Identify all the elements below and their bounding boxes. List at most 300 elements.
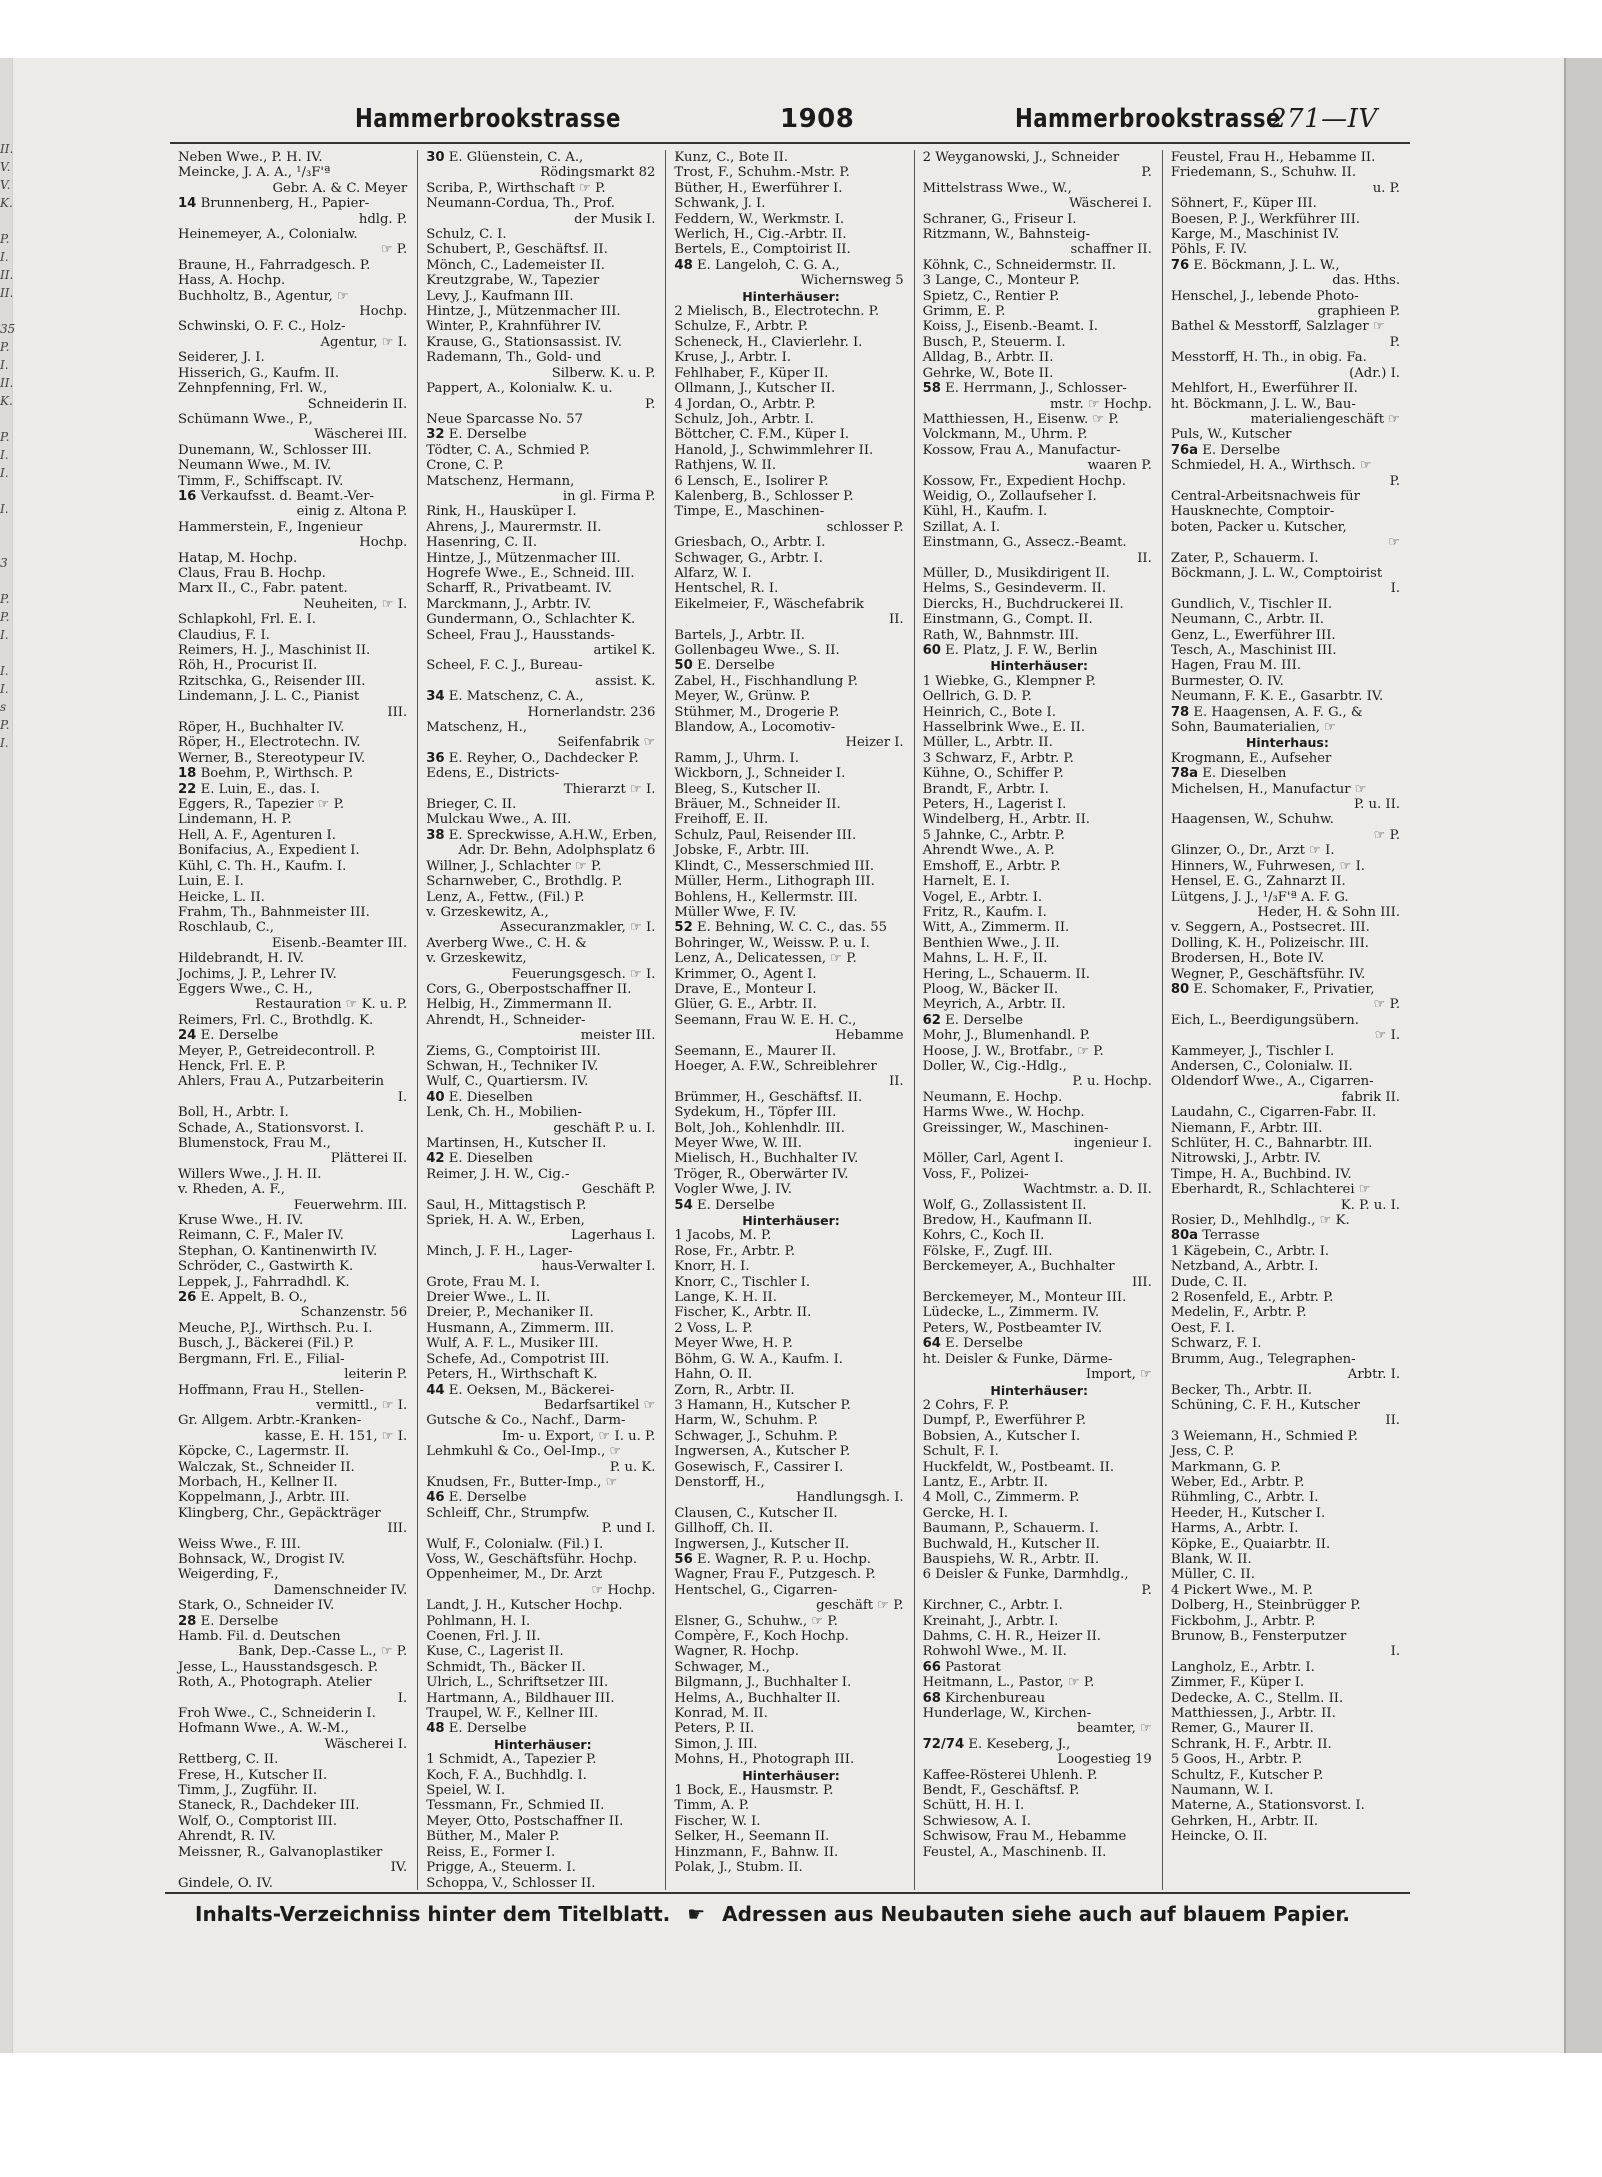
entry-text: Meyrich, A., Arbtr. II.: [922, 997, 1066, 1013]
entry-text: Ramm, J., Uhrm. I.: [674, 750, 799, 766]
resident-entry: [674, 366, 907, 381]
entry-continuation: ☞: [1388, 535, 1401, 551]
entry-text: Schulze, F., Arbtr. P.: [674, 319, 809, 335]
resident-entry: [923, 1706, 1156, 1721]
resident-entry: [674, 751, 907, 766]
entry-text: Schwager, M.,: [674, 1659, 770, 1675]
entry-text: E. Derselbe: [945, 1336, 1023, 1352]
resident-entry: [923, 535, 1156, 550]
entry-text: Speiel, W. I.: [426, 1783, 506, 1799]
resident-entry: [1171, 1737, 1404, 1752]
resident-entry: [178, 1660, 411, 1675]
entry-text: Central-Arbeitsnachweis für: [1170, 488, 1360, 504]
entry-text: E. Reyher, O., Dachdecker P.: [448, 750, 639, 766]
entry-text: Röper, H., Electrotechn. IV.: [178, 735, 361, 751]
entry-continuation: Assecuranzmakler, ☞ I.: [500, 920, 656, 936]
resident-entry: [923, 782, 1156, 797]
resident-entry: [426, 597, 659, 612]
entry-continuation: Wäscherei I.: [324, 1736, 408, 1752]
resident-entry: [674, 674, 907, 689]
resident-entry: [674, 1290, 907, 1305]
entry-text: Rathjens, W. II.: [674, 458, 777, 474]
resident-entry: [1171, 1429, 1404, 1444]
entry-text: 4 Jordan, O., Arbtr. P.: [674, 396, 816, 412]
entry-text: Tröger, R., Oberwärter IV.: [674, 1166, 849, 1182]
resident-entry: [1171, 890, 1404, 905]
resident-entry: [674, 1752, 907, 1767]
house-number: 50: [674, 658, 693, 674]
resident-entry: [426, 1829, 659, 1844]
entry-continuation: Damenschneider IV.: [273, 1582, 408, 1598]
resident-entry: [178, 1598, 411, 1613]
entry-text: Schult, F. I.: [922, 1444, 999, 1460]
entry-text: Hagen, Frau M. III.: [1170, 658, 1302, 674]
entry-continuation: leiterin P.: [344, 1367, 408, 1383]
entry-text: Schulz, Joh., Arbtr. I.: [674, 411, 814, 427]
entry-continuation: II.: [1385, 1413, 1401, 1429]
resident-entry: [1171, 504, 1404, 519]
resident-entry: [178, 1876, 411, 1891]
house-entry: [674, 1198, 907, 1213]
fragment-line: V.: [0, 160, 11, 174]
resident-entry: [923, 1398, 1156, 1413]
entry-continuation: Adr. Dr. Behn, Adolphsplatz 6: [458, 843, 656, 859]
house-number: 22: [178, 781, 197, 797]
entry-continuation: K. P. u. I.: [1340, 1197, 1401, 1213]
entry-text: 2 Rosenfeld, E., Arbtr. P.: [1170, 1290, 1334, 1306]
entry-text: Bilgmann, J., Buchhalter I.: [674, 1675, 852, 1691]
entry-text: Traupel, W. F., Kellner III.: [426, 1706, 599, 1722]
entry-text: Boll, H., Arbtr. I.: [178, 1105, 289, 1121]
resident-entry: [426, 1213, 659, 1228]
resident-entry: [178, 643, 411, 658]
entry-text: Heeder, H., Kutscher I.: [1170, 1505, 1326, 1521]
entry-text: Szillat, A. I.: [922, 519, 1001, 535]
entry-text: Mielisch, H., Buchhalter IV.: [674, 1151, 859, 1167]
entry-text: Claus, Frau B. Hochp.: [178, 565, 326, 581]
entry-text: Schmiedel, H. A., Wirthsch. ☞: [1170, 458, 1372, 474]
house-entry: [1171, 766, 1404, 781]
resident-entry: [674, 1521, 907, 1536]
section-heading: Hinterhäuser:: [990, 1382, 1088, 1398]
entry-text: Reimers, H. J., Maschinist II.: [178, 643, 371, 658]
entry-text: Kreinaht, J., Arbtr. I.: [922, 1613, 1059, 1629]
entry-continuation: hdlg. P.: [358, 211, 408, 227]
resident-entry: [1171, 1244, 1404, 1259]
entry-text: Lenk, Ch. H., Mobilien-: [426, 1105, 582, 1121]
entry-text: Lenz, A., Delicatessen, ☞ P.: [674, 951, 857, 967]
resident-entry: [674, 1398, 907, 1413]
resident-entry: [178, 982, 411, 997]
entry-text: Hentschel, R. I.: [674, 581, 779, 597]
entry-continuation: Wäscherei I.: [1069, 196, 1152, 212]
entry-text: Gundlich, V., Tischler II.: [1170, 596, 1333, 612]
entry-text: Voss, F., Polizei-: [922, 1166, 1029, 1182]
house-entry: [923, 643, 1156, 658]
entry-text: Polak, J., Stubm. II.: [674, 1860, 803, 1876]
entry-continuation: III.: [387, 704, 408, 720]
fragment-line: I.: [0, 250, 9, 264]
entry-text: Boehm, P., Wirthsch. P.: [200, 766, 354, 782]
resident-entry: [178, 350, 411, 365]
resident-entry: [1171, 1044, 1404, 1059]
resident-entry: [923, 859, 1156, 874]
entry-text: E. Appelt, B. O.,: [200, 1290, 308, 1306]
house-number: 58: [922, 381, 941, 397]
entry-continuation: Feuerwehrm. III.: [293, 1197, 408, 1213]
resident-entry: [1171, 1336, 1404, 1351]
house-number: 40: [426, 1089, 445, 1105]
entry-text: Kirchner, C., Arbtr. I.: [922, 1598, 1063, 1614]
resident-entry: [426, 1074, 659, 1089]
house-entry: [426, 150, 659, 165]
entry-text: Hintze, J., Mützenmacher III.: [426, 304, 621, 320]
resident-entry: [426, 1629, 659, 1644]
resident-entry: [923, 1798, 1156, 1813]
resident-entry: [674, 782, 907, 797]
entry-text: Fischer, W. I.: [674, 1813, 761, 1829]
resident-entry: [1171, 1290, 1404, 1305]
entry-text: Langholz, E., Arbtr. I.: [1170, 1659, 1315, 1675]
entry-text: Oest, F. I.: [1170, 1320, 1235, 1336]
house-number: 80: [1170, 981, 1190, 997]
resident-entry: [923, 335, 1156, 350]
entry-continuation: Plätterei II.: [330, 1151, 408, 1167]
fragment-line: [0, 572, 12, 590]
resident-entry: [674, 1860, 907, 1875]
resident-entry: [426, 905, 659, 920]
resident-entry: [923, 936, 1156, 951]
resident-entry: [923, 319, 1156, 334]
resident-entry: [178, 1013, 411, 1028]
entry-text: Ingwersen, A., Kutscher P.: [674, 1444, 851, 1460]
entry-text: E. Dieselben: [1202, 766, 1287, 782]
resident-entry: [923, 797, 1156, 812]
entry-text: Meyer Wwe, H. P.: [674, 1336, 793, 1352]
entry-continuation: ☞ P.: [380, 242, 408, 258]
fragment-line: [0, 302, 12, 320]
entry-text: Dahms, C. H. R., Heizer II.: [922, 1629, 1101, 1644]
previous-page-fragments: [0, 140, 16, 960]
entry-text: Drave, E., Monteur I.: [674, 981, 817, 997]
resident-entry: [1171, 1121, 1404, 1136]
entry-text: Kruse, J., Arbtr. I.: [674, 350, 792, 366]
house-number: 46: [426, 1490, 445, 1506]
resident-entry: [923, 1490, 1156, 1505]
resident-entry: [178, 1321, 411, 1336]
entry-text: 1 Kägebein, C., Arbtr. I.: [1170, 1243, 1330, 1259]
entry-text: Timpe, E., Maschinen-: [674, 504, 825, 520]
resident-entry: [923, 489, 1156, 504]
resident-entry: [178, 1228, 411, 1243]
house-number: 78: [1170, 704, 1190, 720]
resident-entry: [426, 242, 659, 257]
resident-entry: [674, 1845, 907, 1860]
resident-entry: [1171, 1506, 1404, 1521]
entry-text: Hering, L., Schauerm. II.: [922, 966, 1090, 982]
scan-margin-top: [0, 0, 1600, 60]
resident-entry: [426, 1798, 659, 1813]
entry-text: Terrasse: [1202, 1228, 1260, 1244]
resident-entry: [1171, 1475, 1404, 1490]
resident-entry: [1171, 1675, 1404, 1690]
resident-entry: [923, 720, 1156, 735]
entry-text: Neumann, E. Hochp.: [922, 1089, 1063, 1105]
resident-entry: [1171, 1305, 1404, 1320]
resident-entry: [178, 1798, 411, 1813]
entry-continuation: III.: [1131, 1274, 1152, 1290]
resident-entry: [1171, 551, 1404, 566]
entry-text: Edens, E., Districts-: [426, 766, 560, 782]
entry-text: Dumpf, P., Ewerführer P.: [922, 1413, 1087, 1429]
resident-entry: [923, 1321, 1156, 1336]
resident-entry: [178, 1675, 411, 1690]
entry-text: Schmidt, Th., Bäcker II.: [426, 1659, 586, 1675]
resident-entry: [426, 1352, 659, 1367]
resident-entry: [923, 1675, 1156, 1690]
resident-entry: [178, 1752, 411, 1767]
resident-entry: [1171, 1074, 1404, 1089]
resident-entry: [426, 997, 659, 1012]
entry-text: Blandow, A., Locomotiv-: [674, 720, 836, 736]
entry-text: Mulckau Wwe., A. III.: [426, 812, 572, 828]
entry-continuation: P.: [1141, 165, 1152, 181]
directory-columns: [170, 150, 1410, 1890]
entry-continuation: P.: [1389, 473, 1401, 489]
entry-text: Burmester, O. IV.: [1170, 673, 1284, 689]
house-entry: [1171, 982, 1404, 997]
entry-text: Klindt, C., Messerschmied III.: [674, 858, 875, 874]
resident-entry: [1171, 1321, 1404, 1336]
resident-entry: [674, 597, 907, 612]
entry-text: Hoose, J. W., Brotfabr., ☞ P.: [922, 1043, 1104, 1059]
entry-text: Clausen, C., Kutscher II.: [674, 1505, 838, 1521]
resident-entry: [923, 1783, 1156, 1798]
resident-entry: [178, 735, 411, 750]
resident-entry: [923, 751, 1156, 766]
entry-text: Michelsen, H., Manufactur ☞: [1170, 781, 1367, 797]
entry-text: Gutsche & Co., Nachf., Darm-: [426, 1413, 626, 1429]
entry-text: Selker, H., Seemann II.: [674, 1829, 830, 1845]
resident-entry: [923, 227, 1156, 242]
entry-text: Klingberg, Chr., Gepäckträger: [178, 1505, 381, 1521]
entry-text: 2 Weyganowski, J., Schneider: [922, 150, 1120, 165]
resident-entry: [1171, 1213, 1404, 1228]
entry-continuation: in gl. Firma P.: [562, 488, 656, 504]
entry-continuation: P. u. K.: [609, 1459, 656, 1475]
entry-text: Kühl, C. Th. H., Kaufm. I.: [178, 858, 347, 874]
entry-continuation: Hochp.: [359, 535, 408, 551]
entry-continuation: Geschäft P.: [581, 1182, 656, 1198]
resident-entry: [178, 1475, 411, 1490]
resident-entry: [674, 812, 907, 827]
entry-text: Alldag, B., Arbtr. II.: [922, 350, 1054, 366]
entry-text: Scheneck, H., Clavierlehr. I.: [674, 334, 863, 350]
resident-entry: [1171, 812, 1404, 827]
fragment-line: II.: [0, 268, 14, 282]
resident-entry: [178, 967, 411, 982]
resident-entry: [178, 1275, 411, 1290]
entry-text: Krogmann, E., Aufseher: [1170, 750, 1332, 766]
entry-continuation: geschäft P. u. I.: [553, 1120, 656, 1136]
resident-entry: [923, 273, 1156, 288]
resident-entry: [1171, 1798, 1404, 1813]
entry-text: Spietz, C., Rentier P.: [922, 288, 1060, 304]
entry-text: Verkaufsst. d. Beamt.-Ver-: [200, 488, 374, 504]
entry-text: E. Derselbe: [696, 658, 775, 674]
resident-entry: [426, 412, 659, 427]
resident-entry: [426, 859, 659, 874]
house-number: 34: [426, 689, 445, 705]
resident-entry: [923, 951, 1156, 966]
entry-text: Vogel, E., Arbtr. I.: [922, 889, 1043, 905]
entry-text: Andersen, C., Colonialw. II.: [1170, 1058, 1353, 1074]
entry-continuation: haus-Verwalter I.: [541, 1259, 656, 1275]
resident-entry: [178, 1537, 411, 1552]
resident-entry: [1171, 1783, 1404, 1798]
resident-entry: [178, 1259, 411, 1274]
resident-entry: [178, 381, 411, 396]
entry-text: Schleiff, Chr., Strumpfw.: [426, 1505, 590, 1521]
section-heading: Hinterhäuser:: [742, 288, 840, 304]
resident-entry: [1171, 165, 1404, 180]
entry-text: v. Grzeskewitz, A.,: [426, 904, 549, 920]
resident-entry: [1171, 1275, 1404, 1290]
entry-text: Oellrich, G. D. P.: [922, 689, 1032, 705]
entry-continuation: schaffner II.: [1070, 242, 1152, 258]
resident-entry: [426, 1321, 659, 1336]
column-2: [417, 150, 665, 1890]
resident-entry: [674, 1675, 907, 1690]
resident-entry: [426, 1845, 659, 1860]
entry-text: Freihoff, E. II.: [674, 812, 769, 828]
entry-text: Rohwohl Wwe., M. II.: [922, 1644, 1067, 1660]
section-heading: Hinterhäuser:: [742, 1767, 840, 1783]
resident-entry: [178, 1829, 411, 1844]
entry-text: E. Platz, J. F. W., Berlin: [945, 643, 1098, 658]
entry-text: Müller Wwe, F. IV.: [674, 904, 797, 920]
resident-entry: [426, 1860, 659, 1875]
entry-text: Ahrens, J., Maurermstr. II.: [426, 519, 602, 535]
entry-text: Wulf, A. F. L., Musiker III.: [426, 1336, 599, 1352]
entry-text: Minch, J. F. H., Lager-: [426, 1243, 573, 1259]
resident-entry: [923, 1305, 1156, 1320]
resident-entry: [426, 1644, 659, 1659]
resident-entry: [923, 1090, 1156, 1105]
entry-text: Dolling, K. H., Polizeischr. III.: [1170, 935, 1369, 951]
entry-continuation: I.: [397, 1089, 408, 1105]
entry-text: Busch, P., Steuerm. I.: [922, 334, 1066, 350]
entry-text: Bräuer, M., Schneider II.: [674, 797, 841, 813]
resident-entry: [674, 1444, 907, 1459]
resident-entry: [923, 474, 1156, 489]
entry-continuation: P. u. II.: [1353, 797, 1401, 813]
entry-text: Vogler Wwe, J. IV.: [674, 1182, 792, 1198]
entry-continuation: ingenieur I.: [1073, 1136, 1152, 1151]
resident-entry: [674, 1136, 907, 1151]
entry-text: Einstmann, G., Assecz.-Beamt.: [922, 535, 1127, 551]
house-number: 56: [674, 1551, 693, 1567]
resident-entry: [426, 658, 659, 673]
entry-text: Prigge, A., Steuerm. I.: [426, 1860, 576, 1876]
resident-entry: [426, 1675, 659, 1690]
entry-text: Fölske, F., Zugf. III.: [922, 1243, 1053, 1259]
entry-text: Seiderer, J. I.: [178, 350, 265, 366]
fragment-line: [0, 482, 12, 500]
entry-text: Hoeger, A. F.W., Schreiblehrer: [674, 1058, 877, 1074]
entry-text: Feddern, W., Werkmstr. I.: [674, 211, 845, 227]
entry-text: Hass, A. Hochp.: [178, 273, 286, 289]
entry-text: Weidig, O., Zollaufseher I.: [922, 488, 1097, 504]
resident-entry: [674, 705, 907, 720]
resident-entry: [426, 890, 659, 905]
entry-continuation: der Musik I.: [574, 211, 656, 227]
house-entry: [923, 381, 1156, 396]
entry-text: Berckemeyer, A., Buchhalter: [922, 1259, 1115, 1275]
entry-text: Seemann, E., Maurer II.: [674, 1043, 837, 1059]
house-number: 66: [922, 1659, 941, 1675]
fragment-line: P.: [0, 232, 10, 246]
house-number: 72/74: [922, 1736, 965, 1752]
resident-entry: [178, 1721, 411, 1736]
resident-entry: [178, 165, 411, 180]
entry-text: Meyer, W., Grünw. P.: [674, 689, 811, 705]
entry-text: Buchholtz, B., Agentur, ☞: [178, 288, 349, 304]
resident-entry: [674, 319, 907, 334]
entry-continuation: Agentur, ☞ I.: [320, 334, 408, 350]
entry-text: Koppelmann, J., Arbtr. III.: [178, 1490, 350, 1506]
resident-entry: [923, 967, 1156, 982]
resident-entry: [426, 1752, 659, 1767]
entry-text: Schwan, H., Techniker IV.: [426, 1058, 599, 1074]
resident-entry: [426, 181, 659, 196]
entry-text: Hatap, M. Hochp.: [178, 550, 298, 566]
entry-text: Schwisow, Frau M., Hebamme: [922, 1829, 1127, 1845]
house-entry: [674, 920, 907, 935]
entry-text: Frahm, Th., Bahnmeister III.: [178, 904, 370, 920]
entry-text: Ritzmann, W., Bahnsteig-: [922, 227, 1091, 243]
resident-entry: [674, 1506, 907, 1521]
house-number: 48: [674, 257, 693, 273]
resident-entry: [426, 1136, 659, 1151]
entry-continuation: P. u. Hochp.: [1072, 1074, 1152, 1090]
resident-entry: [178, 1460, 411, 1475]
pointing-hand-icon: ☛: [687, 1902, 706, 1926]
entry-continuation: Loogestieg 19: [1057, 1752, 1152, 1768]
resident-entry: [674, 474, 907, 489]
entry-text: Schlüter, H. C., Bahnarbtr. III.: [1170, 1136, 1373, 1151]
resident-entry: [923, 566, 1156, 581]
entry-continuation: ☞ P.: [1373, 827, 1401, 843]
entry-continuation: III.: [387, 1521, 408, 1537]
resident-entry: [923, 1552, 1156, 1567]
entry-continuation: u. P.: [1372, 180, 1401, 196]
entry-text: Frese, H., Kutscher II.: [178, 1767, 328, 1783]
resident-entry: [923, 1567, 1156, 1582]
entry-text: Meyer, Otto, Postschaffner II.: [426, 1813, 624, 1829]
entry-text: Henschel, J., lebende Photo-: [1170, 288, 1359, 304]
house-number: 16: [178, 488, 197, 504]
resident-entry: [674, 1305, 907, 1320]
resident-entry: [426, 1768, 659, 1783]
resident-entry: [426, 227, 659, 242]
entry-text: Kossow, Frau A., Manufactur-: [922, 442, 1121, 458]
resident-entry: [674, 165, 907, 180]
resident-entry: [674, 628, 907, 643]
entry-text: Blank, W. II.: [1170, 1551, 1252, 1567]
entry-text: E. Behning, W. C. C., das. 55: [696, 920, 888, 936]
section-heading: Hinterhaus:: [1245, 735, 1329, 751]
